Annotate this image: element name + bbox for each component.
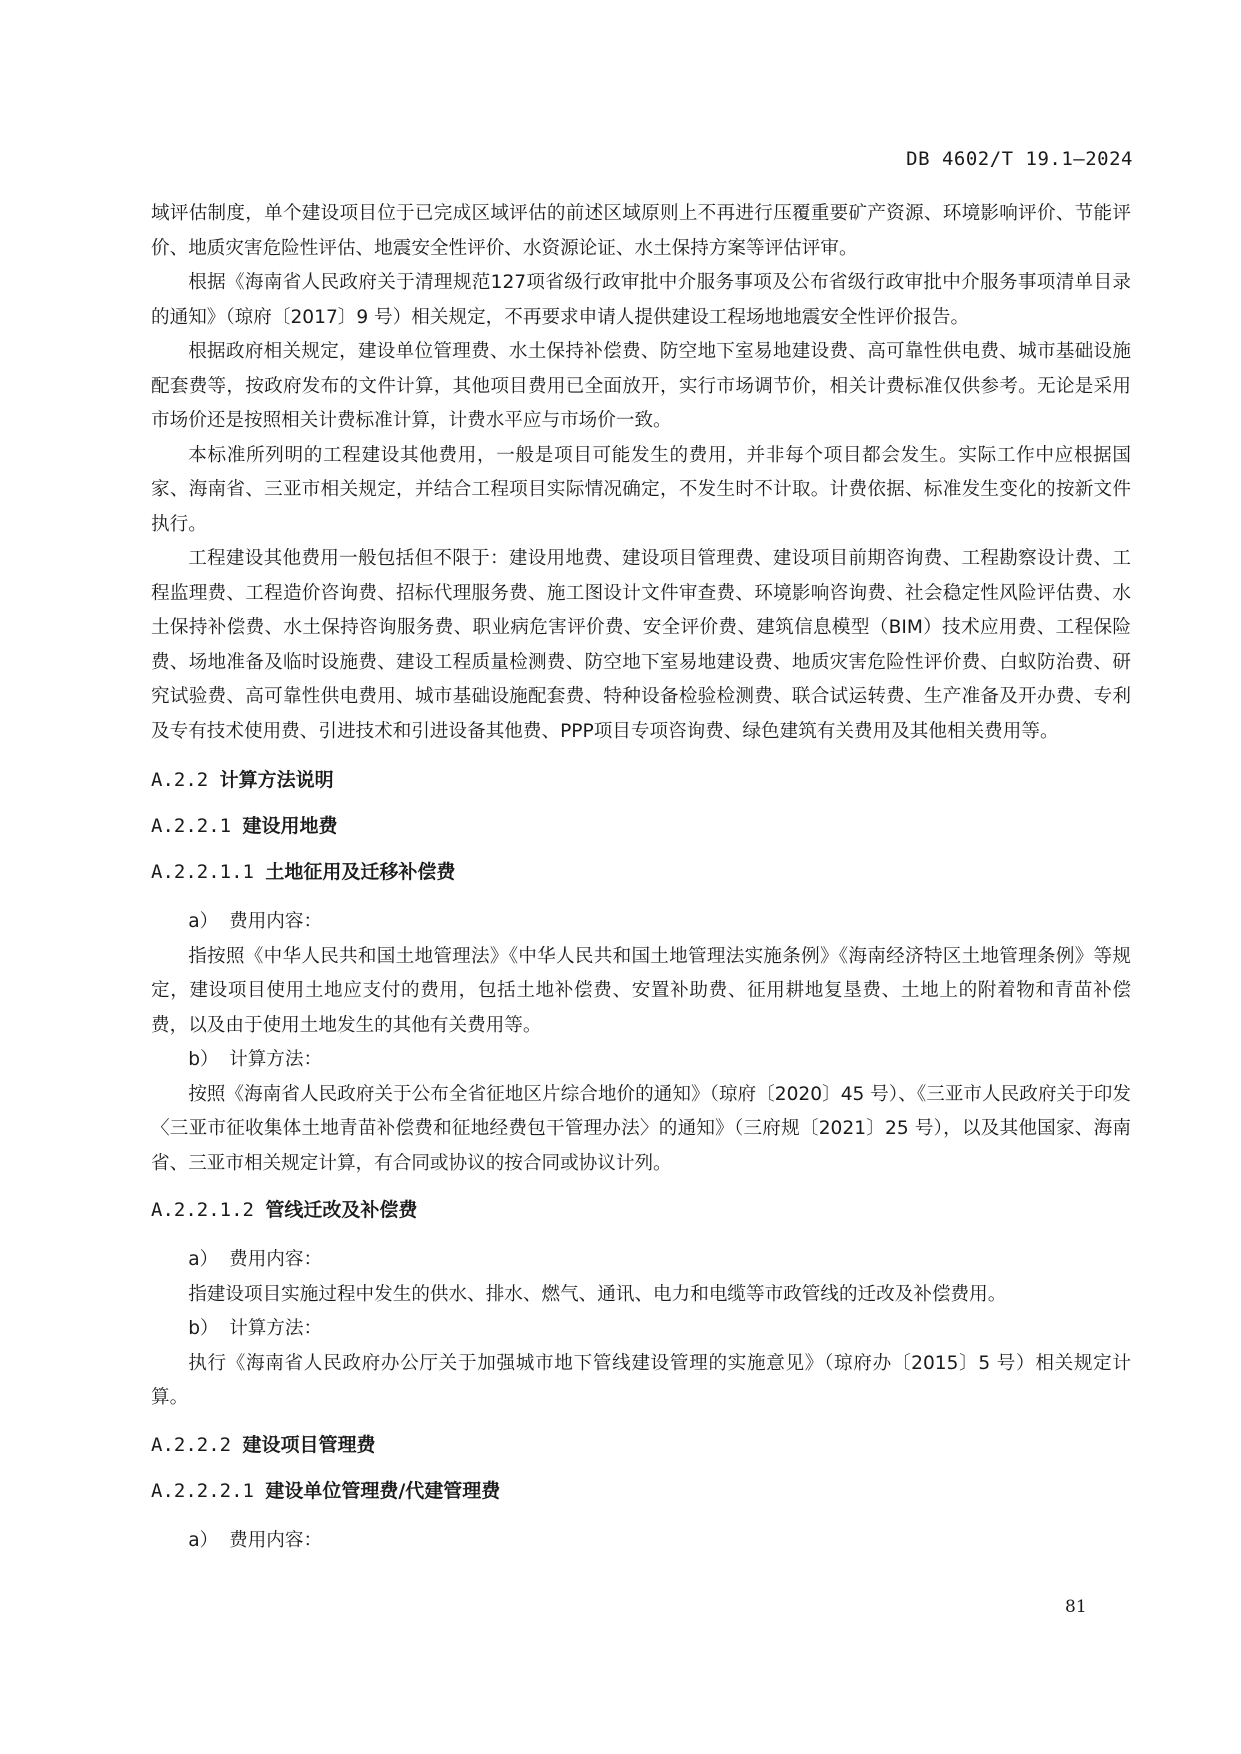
list-text: 费用内容： xyxy=(229,911,323,932)
paragraph: 指建设项目实施过程中发生的供水、排水、燃气、通讯、电力和电缆等市政管线的迁改及补偿费用。 xyxy=(188,1283,1007,1305)
list-item-a xyxy=(151,1524,1131,1559)
list-label: a） xyxy=(188,1529,219,1551)
section-title: 管线迁改及补偿费 xyxy=(265,1199,418,1221)
section-number: A.2.2.1.2 xyxy=(151,1199,254,1221)
paragraph: 根据政府相关规定，建设单位管理费、水土保持补偿费、防空地下室易地建设费、高可靠性供电费、城市基础设施配套费等，按政府发布的文件计算，其他项目费用已全面放开，实行市场调节价，相关计费标准仅供参考。无论是采用市场价还是按照相关计费标准计算，计费水平应与市场价一致。 xyxy=(151,341,1131,431)
section-heading-a222 xyxy=(151,1428,1131,1462)
list-label: a） xyxy=(188,1249,219,1270)
list-text: 费用内容： xyxy=(229,1529,323,1551)
paragraph: 域评估制度，单个建设项目位于已完成区域评估的前述区域原则上不再进行压覆重要矿产资源、环境影响评价、节能评价、地质灾害危险性评估、地震安全性评价、水资源论证、水土保持方案等评估评审。 xyxy=(151,203,1131,259)
section-heading-a221 xyxy=(151,809,1131,843)
section-heading-a22 xyxy=(151,763,1131,797)
list-item-a xyxy=(151,905,1131,940)
paragraph: 按照《海南省人民政府关于公布全省征地区片综合地价的通知》（琼府〔2020〕45 号）、《三亚市人民政府关于印发〈三亚市征收集体土地青苗补偿费和征地经费包干管理办法〉的通知》（三府规〔2021〕25 号），以及其他国家、海南省、三亚市相关规定计算，有合同或协议的按合同或协议计列。 xyxy=(151,1083,1131,1174)
list-label: b） xyxy=(188,1318,219,1339)
section-heading-a2221 xyxy=(151,1474,1131,1508)
section-title: 建设用地费 xyxy=(242,815,338,837)
standard-code: DB 4602/T 19.1—2024 xyxy=(906,148,1133,170)
list-text: 计算方法： xyxy=(229,1049,323,1070)
list-item-a xyxy=(151,1243,1131,1278)
list-label: a） xyxy=(188,911,219,932)
section-number: A.2.2.1 xyxy=(151,815,232,837)
section-number: A.2.2 xyxy=(151,769,209,791)
section-heading-a2211 xyxy=(151,855,1131,889)
section-title: 建设单位管理费/代建管理费 xyxy=(265,1479,501,1502)
list-text: 费用内容： xyxy=(229,1249,323,1270)
paragraph: 执行《海南省人民政府办公厅关于加强城市地下管线建设管理的实施意见》（琼府办〔2015〕5 号）相关规定计算。 xyxy=(151,1352,1131,1408)
page-number: 81 xyxy=(1065,1597,1087,1617)
list-item-b xyxy=(151,1312,1131,1347)
list-item-b xyxy=(151,1043,1131,1078)
list-label: b） xyxy=(188,1049,219,1070)
section-number: A.2.2.2 xyxy=(151,1433,232,1456)
document-body xyxy=(151,197,1131,1558)
section-title: 建设项目管理费 xyxy=(242,1433,376,1456)
list-text: 计算方法： xyxy=(229,1318,323,1339)
section-heading-a2212 xyxy=(151,1193,1131,1227)
section-title: 土地征用及迁移补偿费 xyxy=(265,861,456,883)
paragraph: 本标准所列明的工程建设其他费用，一般是项目可能发生的费用，并非每个项目都会发生。实际工作中应根据国家、海南省、三亚市相关规定，并结合工程项目实际情况确定，不发生时不计取。计费依据、标准发生变化的按新文件执行。 xyxy=(151,444,1131,535)
paragraph: 指按照《中华人民共和国土地管理法》《中华人民共和国土地管理法实施条例》《海南经济特区土地管理条例》等规定，建设项目使用土地应支付的费用，包括土地补偿费、安置补助费、征用耕地复垦费、土地上的附着物和青苗补偿费，以及由于使用土地发生的其他有关费用等。 xyxy=(151,945,1131,1036)
section-number: A.2.2.1.1 xyxy=(151,861,254,883)
paragraph: 工程建设其他费用一般包括但不限于：建设用地费、建设项目管理费、建设项目前期咨询费、工程勘察设计费、工程监理费、工程造价咨询费、招标代理服务费、施工图设计文件审查费、环境影响咨询费、社会稳定性风险评估费、水土保持补偿费、水土保持咨询服务费、职业病危害评价费、安全评价费、建筑信息模型（BIM）技术应用费、工程保险费、场地准备及临时设施费、建设工程质量检测费、防空地下室易地建设费、地质灾害危险性评价费、白蚁防治费、研究试验费、高可靠性供电费用、城市基础设施配套费、特种设备检验检测费、联合试运转费、生产准备及开办费、专利及专有技术使用费、引进技术和引进设备其他费、PPP项目专项咨询费、绿色建筑有关费用及其他相关费用等。 xyxy=(151,548,1131,742)
paragraph: 根据《海南省人民政府关于清理规范127项省级行政审批中介服务事项及公布省级行政审批中介服务事项清单目录的通知》（琼府〔2017〕9 号）相关规定，不再要求申请人提供建设工程场地地震安全性评价报告。 xyxy=(151,272,1131,328)
section-title: 计算方法说明 xyxy=(219,769,334,791)
section-number: A.2.2.2.1 xyxy=(151,1479,254,1502)
